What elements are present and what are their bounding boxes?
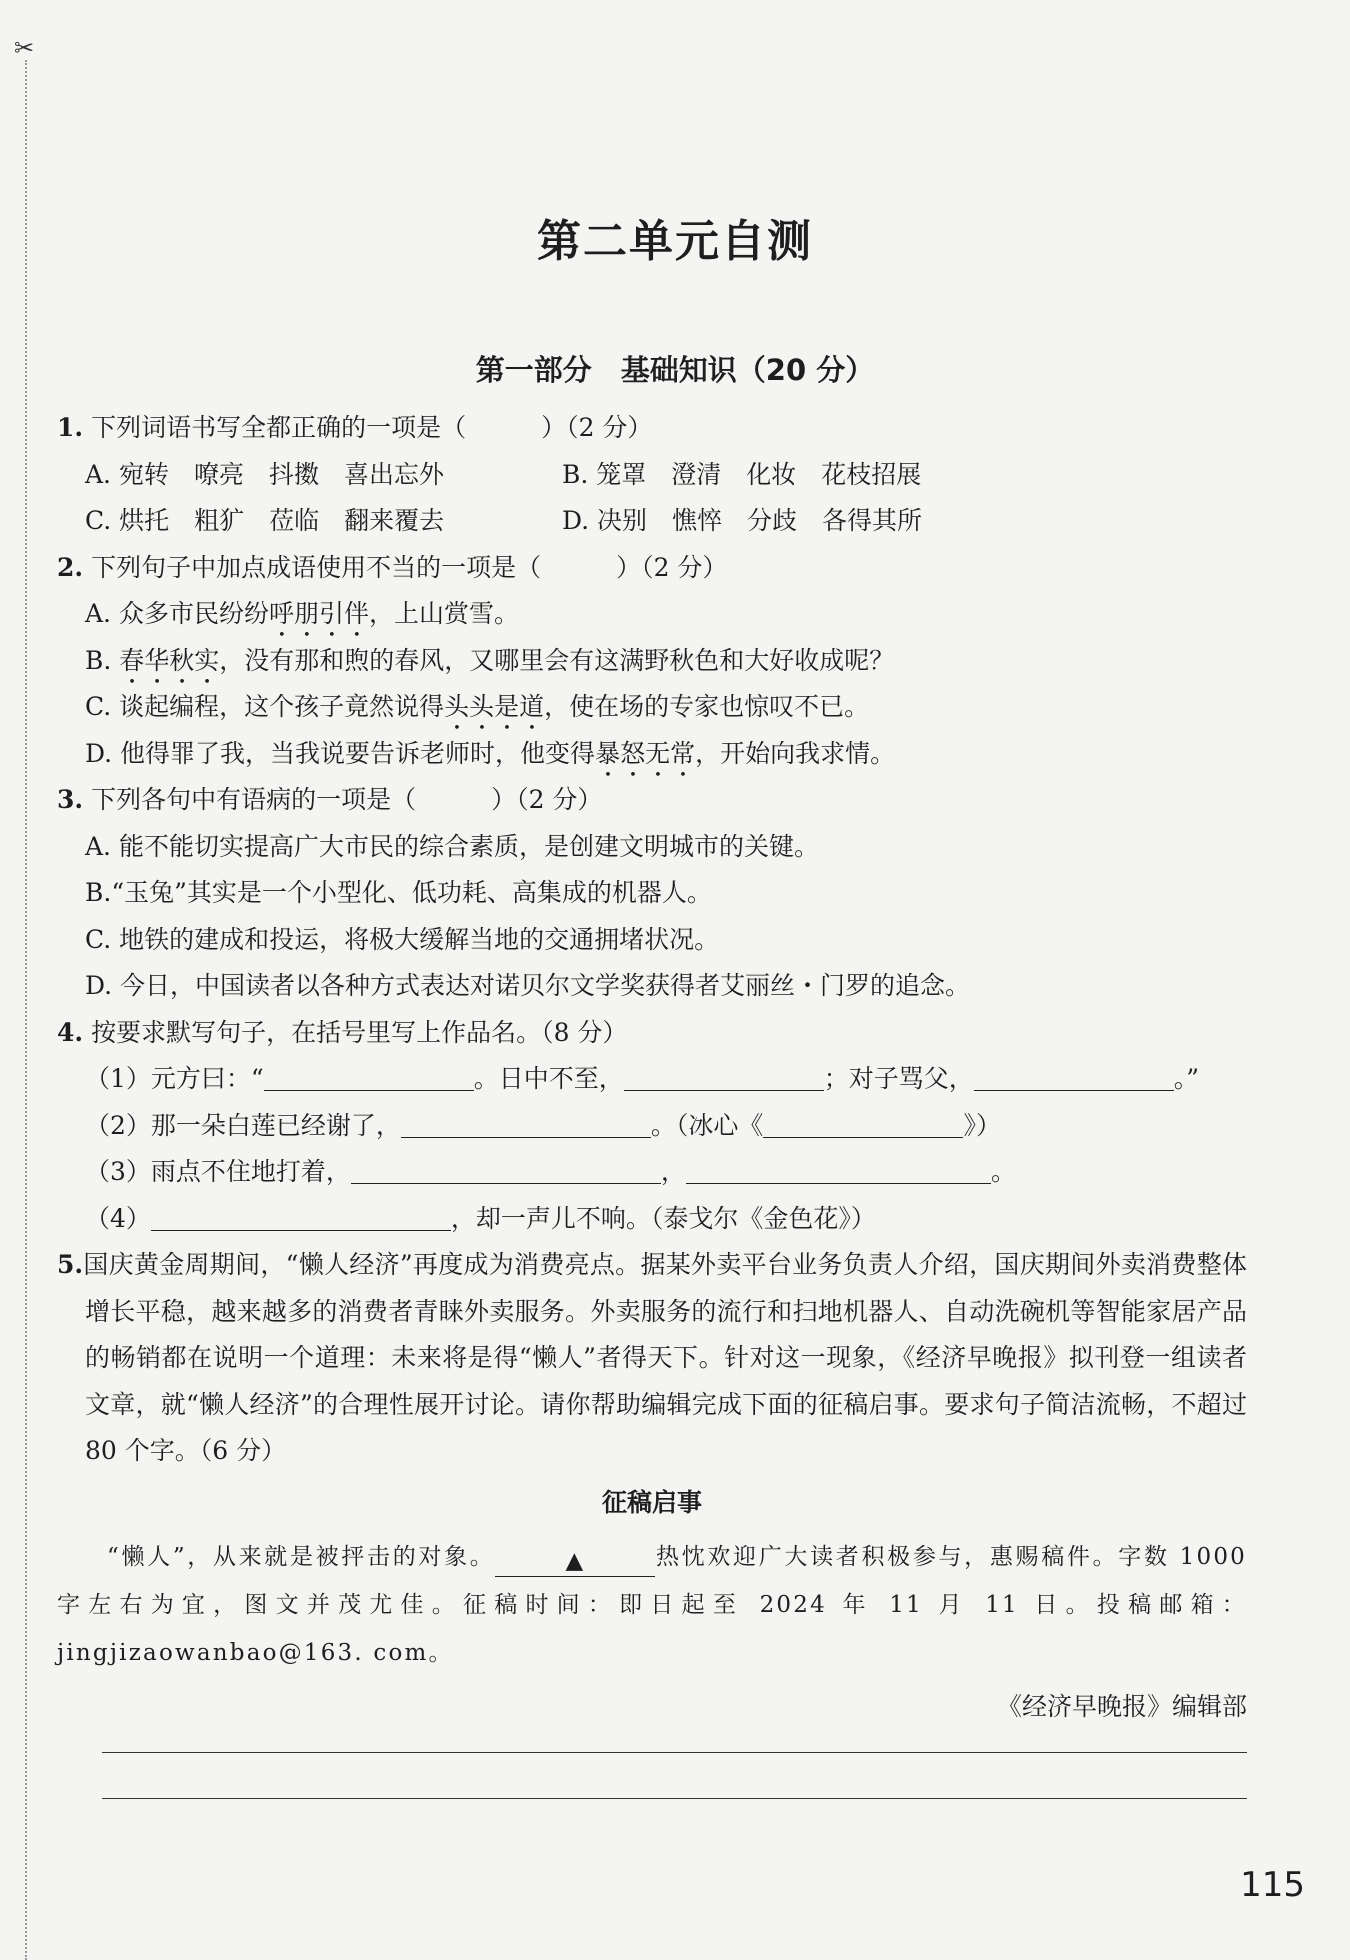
q1-options-row2: [57, 498, 1247, 545]
q2-number: 2.: [57, 552, 84, 582]
q1-option-b: B. 笼罩 澄清 化妆 花枝招展: [562, 459, 922, 489]
q5-paragraph: [57, 1242, 1247, 1475]
q3-option-a: A. 能不能切实提高广大市民的综合素质，是创建文明城市的关键。: [85, 831, 819, 861]
part-heading: 第一部分 基础知识（20 分）: [475, 353, 875, 387]
q2-stem: [57, 545, 1247, 592]
notice-body: [57, 1533, 1247, 1677]
answer-blank[interactable]: [264, 1062, 474, 1091]
q4-l1-text-c: ；对子骂父，: [823, 1064, 974, 1093]
q3-stem: [57, 777, 1247, 824]
q2-option-c: [57, 684, 1247, 731]
q4-l3-text-a: （3）雨点不住地打着，: [85, 1157, 351, 1186]
q4-l1-text-a: （1）元方曰：“: [85, 1064, 264, 1093]
cut-line: [25, 60, 27, 1960]
q5-number: 5.: [57, 1250, 84, 1279]
q2-a-post: ，上山赏雪。: [368, 599, 519, 628]
q1-option-c: C. 烘托 粗犷 莅临 翻来覆去: [85, 506, 445, 535]
q4-l2-text-c: 》）: [963, 1110, 1001, 1140]
q1-options-row1: [57, 452, 1247, 499]
notice-editor: 《经济早晚报》编辑部: [996, 1691, 1247, 1721]
notice-post: 热忱欢迎广大读者积极参与，惠赐稿件。字数 1000 字左右为宜，图文并茂尤佳。征稿时间：即日起至 2024 年 11 月 11 日。投稿邮箱：jingjizaowanbao@163. com。: [57, 1543, 1247, 1666]
q2-d-idiom: 暴怒无常: [595, 738, 696, 768]
q3-option-c: C. 地铁的建成和投运，将极大缓解当地的交通拥堵状况。: [85, 924, 720, 954]
q2-option-d: [57, 731, 1247, 778]
q4-line2: [57, 1103, 1247, 1150]
triangle-marker-icon: ▲: [565, 1547, 586, 1574]
work-title-blank[interactable]: [763, 1109, 963, 1138]
q4-l2-text-b: 。（冰心《: [650, 1110, 764, 1140]
q2-b-idiom: 春华秋实: [119, 645, 220, 675]
q2-a-idiom: 呼朋引伴: [268, 599, 369, 628]
notice-answer-blank[interactable]: [495, 1546, 655, 1577]
q4-l2-text-a: （2）那一朵白莲已经谢了，: [85, 1110, 401, 1140]
q2-d-pre: D. 他得罪了我，当我说要告诉老师时，他变得: [85, 738, 596, 768]
q4-l4-text-a: （4）: [85, 1203, 151, 1233]
q2-a-pre: A. 众多市民纷纷: [85, 599, 269, 628]
q1-stem-text: 下列词语书写全都正确的一项是（ ）（2 分）: [91, 413, 653, 442]
question-content: [57, 405, 1247, 1799]
q4-line1: [57, 1056, 1247, 1103]
notice-title: 征稿启事: [601, 1487, 702, 1517]
q4-stem-text: 按要求默写句子，在括号里写上作品名。（8 分）: [91, 1017, 628, 1047]
answer-blank[interactable]: [974, 1062, 1174, 1091]
q4-number: 4.: [57, 1017, 84, 1047]
q1-option-d: D. 决别 憔悴 分歧 各得其所: [562, 506, 923, 535]
q2-d-post: ，开始向我求情。: [695, 738, 896, 768]
q4-l1-text-d: 。”: [1173, 1064, 1199, 1093]
page-title: 第二单元自测: [537, 216, 813, 267]
q4-l4-text-b: ，却一声儿不响。（泰戈尔《金色花》）: [450, 1203, 876, 1233]
q2-option-a: [57, 591, 1247, 638]
answer-blank[interactable]: [624, 1062, 824, 1091]
answer-blank[interactable]: [351, 1155, 661, 1184]
answer-line[interactable]: [102, 1797, 1247, 1799]
q4-line4: [57, 1196, 1247, 1243]
q4-l1-text-b: 。日中不至，: [473, 1064, 624, 1093]
answer-blank[interactable]: [686, 1155, 991, 1184]
q4-line3: [57, 1149, 1247, 1196]
page-number: 115: [1240, 1865, 1305, 1905]
q5-text: 国庆黄金周期间，“懒人经济”再度成为消费亮点。据某外卖平台业务负责人介绍，国庆期间外卖消费整体增长平稳，越来越多的消费者青睐外卖服务。外卖服务的流行和扫地机器人、自动洗碗机等智能家居产品的畅销都在说明一个道理：未来将是得“懒人”者得天下。针对这一现象，《经济早晚报》拟刊登一组读者文章，就“懒人经济”的合理性展开讨论。请你帮助编辑完成下面的征稿启事。要求句子简洁流畅，不超过 80 个字。（6 分）: [83, 1250, 1247, 1465]
answer-line[interactable]: [102, 1751, 1247, 1753]
q1-option-a: A. 宛转 嘹亮 抖擞 喜出忘外: [85, 459, 444, 489]
q2-stem-text: 下列句子中加点成语使用不当的一项是（ ）（2 分）: [91, 552, 728, 582]
q1-stem: [57, 405, 1247, 452]
q2-b-pre: B.: [85, 645, 120, 675]
answer-blank[interactable]: [151, 1202, 451, 1231]
q4-l3-text-b: ，: [660, 1157, 686, 1186]
q2-c-pre: C. 谈起编程，这个孩子竟然说得: [85, 692, 445, 721]
q2-b-post: ，没有那和煦的春风，又哪里会有这满野秋色和大好收成呢？: [219, 645, 895, 675]
q4-l3-text-c: 。: [990, 1157, 1016, 1186]
q2-option-b: [57, 638, 1247, 685]
q1-number: 1.: [57, 413, 84, 442]
q4-stem: [57, 1010, 1247, 1057]
q3-option-d: D. 今日，中国读者以各种方式表达对诺贝尔文学奖获得者艾丽丝・门罗的追念。: [85, 971, 971, 1000]
q2-c-post: ，使在场的专家也惊叹不已。: [544, 692, 870, 721]
notice-pre: “懒人”，从来就是被抨击的对象。: [107, 1543, 496, 1570]
scissors-icon: ✂: [14, 34, 35, 62]
q3-number: 3.: [57, 785, 84, 814]
q2-c-idiom: 头头是道: [444, 692, 545, 721]
q3-stem-text: 下列各句中有语病的一项是（ ）（2 分）: [91, 785, 603, 814]
q3-option-b: B.“玉兔”其实是一个小型化、低功耗、高集成的机器人。: [85, 878, 712, 907]
answer-blank[interactable]: [401, 1109, 651, 1138]
